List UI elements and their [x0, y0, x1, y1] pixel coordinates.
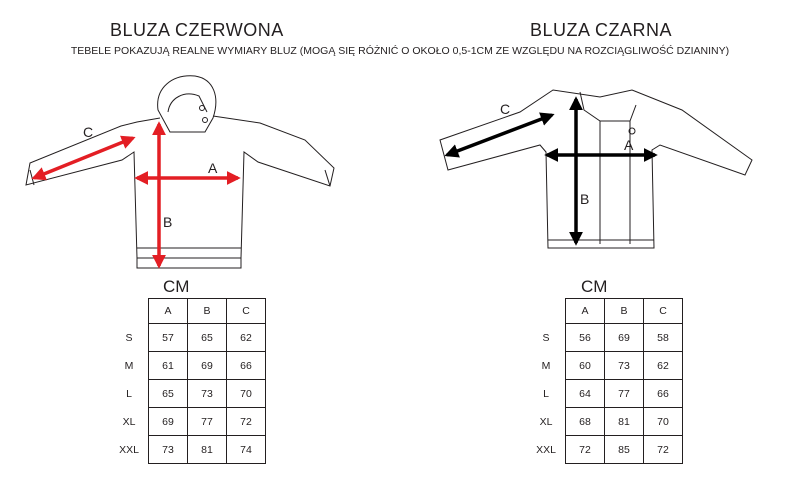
column-header: A — [149, 299, 188, 324]
red-hoodie-title: BLUZA CZERWONA — [110, 20, 284, 40]
black-unit-label: CM — [581, 277, 608, 296]
column-header: B — [605, 299, 644, 324]
black-size-table — [527, 298, 683, 464]
value-cell: 62 — [644, 352, 683, 380]
red-size-table — [110, 298, 266, 464]
value-cell: 70 — [227, 380, 266, 408]
value-cell: 72 — [227, 408, 266, 436]
value-cell: 66 — [644, 380, 683, 408]
red-hoodie-drawing — [26, 76, 334, 268]
table-row — [527, 436, 683, 464]
value-cell: 81 — [605, 408, 644, 436]
table-corner-cell — [527, 299, 566, 324]
table-header-row — [527, 299, 683, 324]
value-cell: 69 — [149, 408, 188, 436]
value-cell: 56 — [566, 324, 605, 352]
value-cell: 65 — [188, 324, 227, 352]
value-cell: 58 — [644, 324, 683, 352]
column-header: B — [188, 299, 227, 324]
size-label: L — [527, 380, 566, 408]
table-row — [110, 352, 266, 380]
value-cell: 81 — [188, 436, 227, 464]
value-cell: 65 — [149, 380, 188, 408]
value-cell: 69 — [188, 352, 227, 380]
black-hoodie-title: BLUZA CZARNA — [530, 20, 673, 40]
value-cell: 77 — [605, 380, 644, 408]
table-row — [110, 324, 266, 352]
table-row — [527, 324, 683, 352]
column-header: A — [566, 299, 605, 324]
red-arrow-c — [34, 138, 133, 178]
black-label-c: C — [500, 101, 511, 117]
red-unit-label: CM — [163, 277, 190, 296]
red-label-a: A — [208, 160, 218, 176]
size-label: M — [527, 352, 566, 380]
value-cell: 69 — [605, 324, 644, 352]
size-label: XL — [110, 408, 149, 436]
value-cell: 57 — [149, 324, 188, 352]
table-row — [527, 380, 683, 408]
red-label-b: B — [163, 214, 173, 230]
red-label-c: C — [83, 124, 94, 140]
table-row — [110, 408, 266, 436]
value-cell: 64 — [566, 380, 605, 408]
value-cell: 62 — [227, 324, 266, 352]
value-cell: 85 — [605, 436, 644, 464]
table-row — [110, 436, 266, 464]
table-row — [110, 380, 266, 408]
black-sweatshirt-drawing — [440, 90, 752, 248]
red-measurement-arrows — [34, 124, 238, 266]
value-cell: 73 — [149, 436, 188, 464]
value-cell: 70 — [644, 408, 683, 436]
value-cell: 73 — [605, 352, 644, 380]
value-cell: 61 — [149, 352, 188, 380]
column-header: C — [644, 299, 683, 324]
black-arrow-c — [447, 115, 552, 155]
table-header-row — [110, 299, 266, 324]
table-corner-cell — [110, 299, 149, 324]
black-label-a: A — [624, 137, 634, 153]
size-label: XXL — [527, 436, 566, 464]
size-label: M — [110, 352, 149, 380]
value-cell: 72 — [566, 436, 605, 464]
size-label: XXL — [110, 436, 149, 464]
value-cell: 73 — [188, 380, 227, 408]
size-label: XL — [527, 408, 566, 436]
column-header: C — [227, 299, 266, 324]
measurement-note: TEBELE POKAZUJĄ REALNE WYMIARY BLUZ (MOGĄ SIĘ RÓŻNIĆ O OKOŁO 0,5-1CM ZE WZGLĘDU NA ROZCIĄGLIWOŚĆ DZIANINY) — [70, 45, 730, 57]
size-label: L — [110, 380, 149, 408]
value-cell: 74 — [227, 436, 266, 464]
table-row — [527, 352, 683, 380]
value-cell: 72 — [644, 436, 683, 464]
value-cell: 68 — [566, 408, 605, 436]
black-label-b: B — [580, 191, 590, 207]
value-cell: 66 — [227, 352, 266, 380]
value-cell: 77 — [188, 408, 227, 436]
size-label: S — [110, 324, 149, 352]
size-label: S — [527, 324, 566, 352]
value-cell: 60 — [566, 352, 605, 380]
table-row — [527, 408, 683, 436]
